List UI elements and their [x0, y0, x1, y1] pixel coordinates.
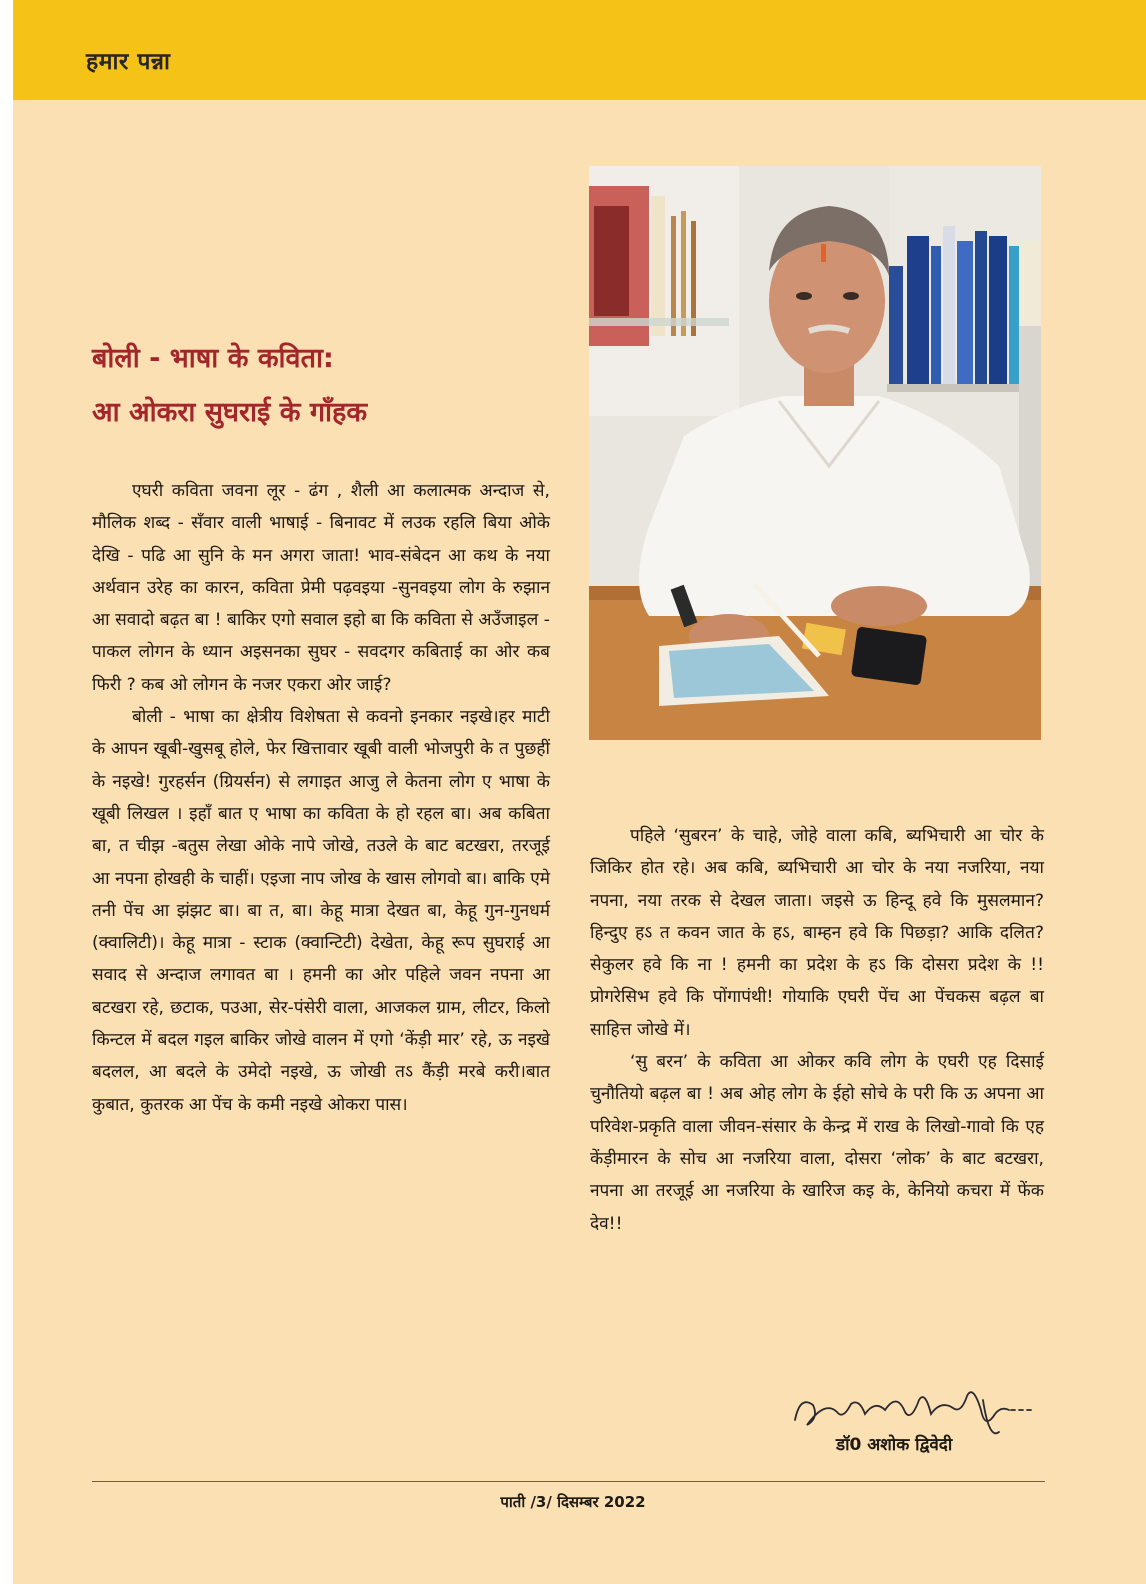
section-label: हमार पन्ना: [86, 49, 171, 75]
author-photo: [589, 166, 1041, 740]
header-band: [13, 0, 1146, 100]
page-footer: पाती /3/ दिसम्बर 2022: [500, 1493, 646, 1511]
paragraph: पहिले ‘सुबरन’ के चाहे, जोहे वाला कबि, ब्यभिचारी आ चोर के जिकिर होत रहे। अब कबि, ब्यभिचारी आ चोर के नया नजरिया, नया नपना, नया तरक से देखल जाता। जइसे ऊ हिन्दू हवे कि मुसलमान? हिन्दुए हऽ त कवन जात के हऽ, बाम्हन हवे कि पिछड़ा? आकि दलित? सेकुलर हवे कि ना ! हमनी का प्रदेश के हऽ कि दोसरा प्रदेश के !! प्रोगरेसिभ हवे कि पोंगापंथी! गोयाकि एघरी पेंच आ पेंचकस बढ़ल बा साहित्त जोखे में।: [590, 826, 1044, 1040]
left-margin-strip: [0, 0, 13, 1584]
headline-line-2: आ ओकरा सुघराई के गाँहक: [92, 397, 368, 428]
article-body-left-column: [92, 475, 550, 1121]
article-body-right-column: [590, 820, 1044, 1240]
article-headline: [92, 332, 552, 440]
paragraph: बोली - भाषा का क्षेत्रीय विशेषता से कवनो इनकार नइखे।हर माटी के आपन खूबी-खुसबू होले, फेर खित्तावार खूबी वाली भोजपुरी के त पुछहीं के नइखे! गुरहर्सन (ग्रियर्सन) से लगाइत आजु ले केतना लोग ए भाषा के खूबी लिखल । इहाँ बात ए भाषा का कविता के हो रहल बा। अब कबिता बा, त चीझ -बतुस लेखा ओके नापे जोखे, तउले के बाट बटखरा, तरजूई आ नपना होखही के चाहीं। एइजा नाप जोख के खास लोगवो बा। बाकि एमे तनी पेंच आ झंझट बा। बा त, बा। केहू मात्रा देखत बा, केहू गुन-गुनधर्म (क्वालिटी)। केहू मात्रा - स्टाक (क्वान्टिटी) देखेता, केहू रूप सुघराई आ सवाद से अन्दाज लगावत बा । हमनी का ओर पहिले जवन नपना आ बटखरा रहे, छटाक, पउआ, सेर-पंसेरी वाला, आजकल ग्राम, लीटर, किलो किन्टल में बदल गइल बाकिर जोखे वालन में एगो ‘केंड़ी मार’ रहे, ऊ नइखे बदलल, आ बदले के उमेदो नइखे, ऊ जोखी तऽ कैंड़ी मरबे करी।बात कुबात, कुतरक आ पेंच के कमी नइखे ओकरा पास।: [92, 707, 550, 1115]
headline-line-1: बोली - भाषा के कविता:: [92, 343, 334, 374]
paragraph: ‘सु बरन’ के कविता आ ओकर कवि लोग के एघरी एह दिसाई चुनौतियो बढ़ल बा ! अब ओह लोग के ईहो सोचे के परी कि ऊ अपना आ परिवेश-प्रकृति वाला जीवन-संसार के केन्द्र में राख के लिखो-गावो कि एह केंड़ीमारन के सोच आ नजरिया वाला, दोसरा ‘लोक’ के बाट बटखरा, नपना आ तरजूई आ नजरिया के खारिज कइ के, केनियो कचरा में फेंक देव!!: [590, 1052, 1044, 1234]
footer-divider: [92, 1481, 1045, 1482]
author-byline: डॉ0 अशोक द्विवेदी: [836, 1435, 953, 1455]
paragraph: एघरी कविता जवना लूर - ढंग , शैली आ कलात्मक अन्दाज से, मौलिक शब्द - सँवार वाली भाषाई - बिनावट में लउक रहलि बिया ओके देखि - पढि आ सुनि के मन अगरा जाता! भाव-संबेदन आ कथ के नया अर्थवान उरेह का कारन, कविता प्रेमी पढ़वइया -सुनवइया लोग के रुझान आ सवादो बढ़त बा ! बाकिर एगो सवाल इहो बा कि कविता से अउँजाइल - पाकल लोगन के ध्यान अइसनका सुघर - सवदगर कबिताई का ओर कब फिरी ? कब ओ लोगन के नजर एकरा ओर जाई?: [92, 481, 550, 695]
